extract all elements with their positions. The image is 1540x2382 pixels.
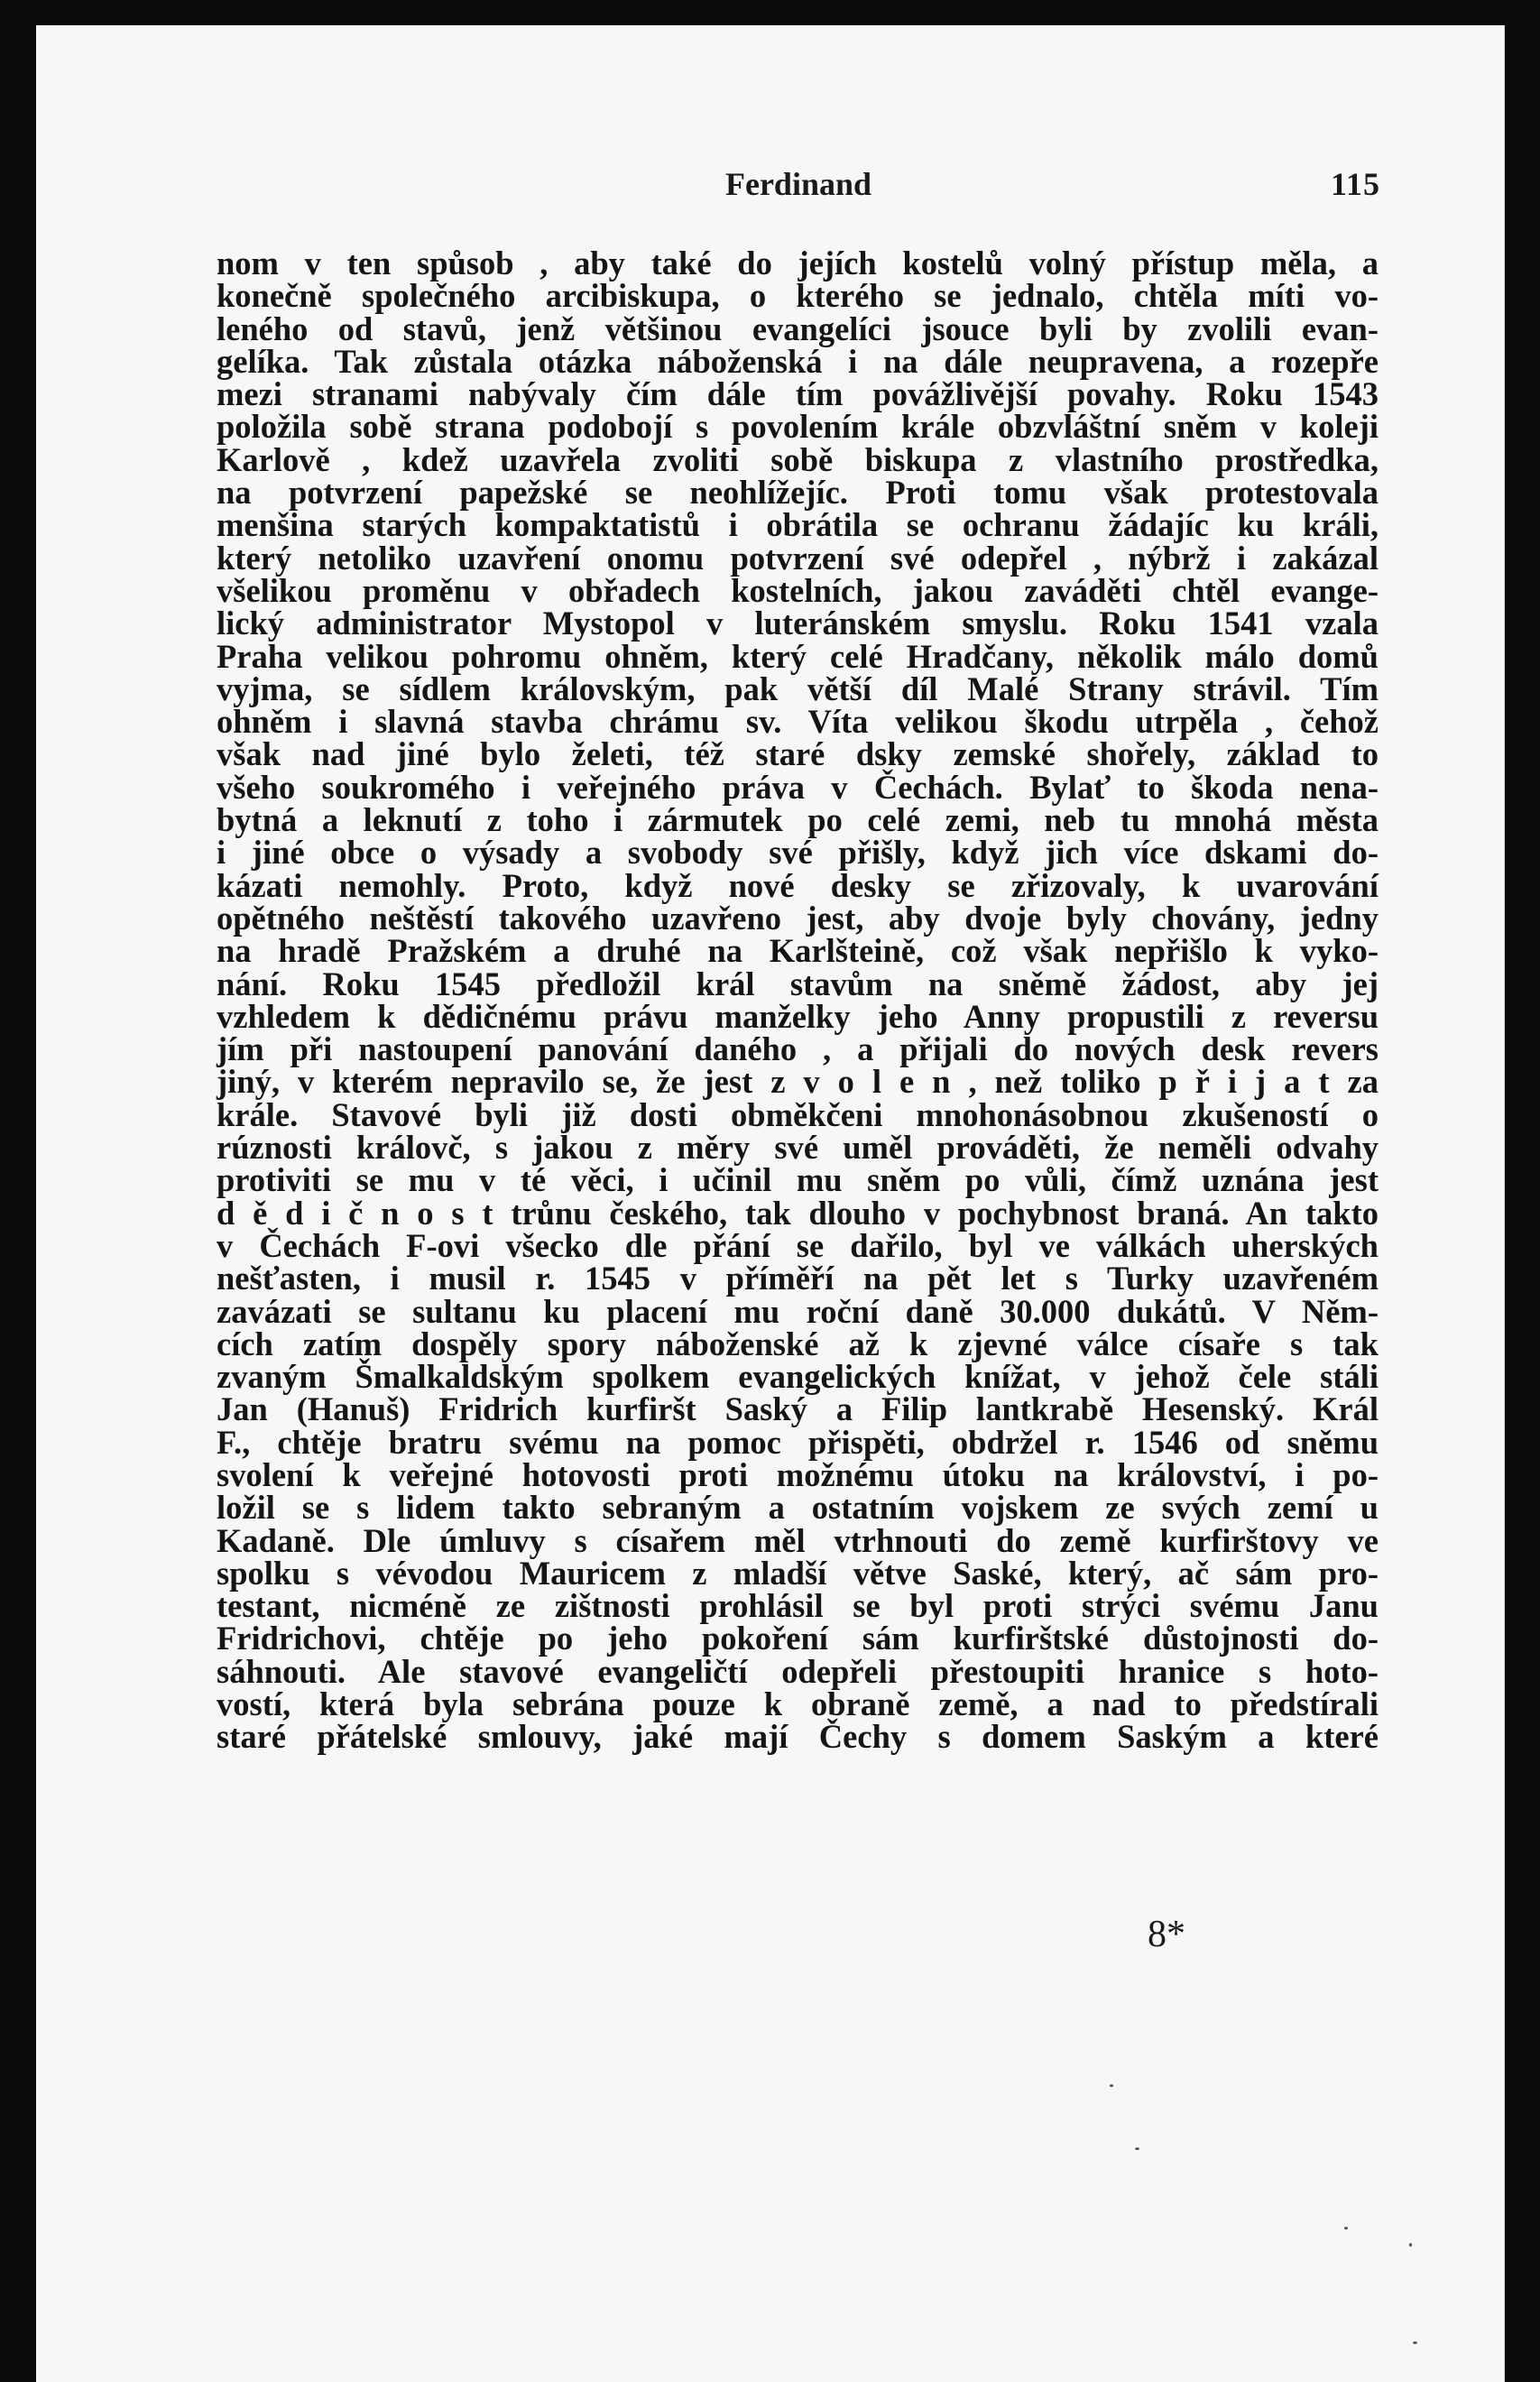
text-line: krále. Stavové byli již dosti obměkčeni mnohonásobnou zkušeností o xyxy=(217,1095,1379,1133)
print-speck xyxy=(1135,2147,1139,2150)
print-speck xyxy=(1409,2243,1412,2247)
page-edge xyxy=(1504,25,1505,2382)
text-line: lický administrator Mystopol v luteránském smyslu. Roku 1541 vzala xyxy=(217,605,1379,642)
text-line: vzhledem k dědičnému právu manželky jeho Anny propustili z reversu xyxy=(217,997,1379,1035)
text-line: všelikou proměnu v obřadech kostelních, jakou zaváděti chtěl evange- xyxy=(217,571,1379,609)
text-line: d ě d i č n o s t trůnu českého, tak dlouho v pochybnost braná. An takto xyxy=(217,1194,1379,1232)
text-line: svolení k veřejné hotovosti proti možnému útoku na království, i po- xyxy=(217,1455,1379,1493)
text-line: mezi stranami nabývaly čím dále tím povážlivější povahy. Roku 1543 xyxy=(217,375,1379,413)
text-line: spolku s vévodou Mauricem z mladší větve Saské, který, ač sám pro- xyxy=(217,1554,1379,1592)
text-line: protiviti se mu v té věci, i učinil mu sněm po vůli, čímž uznána jest xyxy=(217,1161,1379,1199)
text-line: nešťasten, i musil r. 1545 v příměří na pět let s Turky uzavřeném xyxy=(217,1260,1379,1297)
text-line: opětného neštěstí takového uzavřeno jest, aby dvoje byly chovány, jedny xyxy=(217,899,1379,937)
text-line: jím při nastoupení panování daného , a přijali do nových desk revers xyxy=(217,1030,1379,1068)
text-line: zvaným Šmalkaldským spolkem evangelických knížat, v jehož čele stáli xyxy=(217,1358,1379,1396)
signature-mark: 8* xyxy=(1148,1914,1185,1955)
text-line: však nad jiné bylo želeti, též staré dsky zemské shořely, základ to xyxy=(217,735,1379,773)
text-line: ložil se s lidem takto sebraným a ostatním vojskem ze svých zemí u xyxy=(217,1489,1379,1527)
running-title: Ferdinand xyxy=(724,166,872,202)
text-line: nání. Roku 1545 předložil král stavům na sněmě žádost, aby jej xyxy=(217,965,1379,1002)
text-line: kázati nemohly. Proto, když nové desky se zřizovaly, k uvarování xyxy=(217,866,1379,904)
running-head xyxy=(217,165,1380,212)
page-number: 115 xyxy=(1330,166,1380,202)
text-line: rúznosti královč, s jakou z měry své uměl prováděti, že neměli odvahy xyxy=(217,1129,1379,1167)
text-line: menšina starých kompaktatistů i obrátila se ochranu žádajíc ku králi, xyxy=(217,506,1379,544)
text-line: bytná a leknutí z toho i zármutek po celé zemi, neb tu mnohá města xyxy=(217,801,1379,839)
text-line: nom v ten spůsob , aby také do jejích kostelů volný přístup měla, a xyxy=(217,245,1379,282)
text-line: ohněm i slavná stavba chrámu sv. Víta velikou škodu utrpěla , čehož xyxy=(217,703,1379,741)
text-line: Praha velikou pohromu ohněm, který celé Hradčany, několik málo domů xyxy=(217,637,1379,675)
text-line: jiný, v kterém nepravilo se, že jest z v o l e n , než toliko p ř i j a t za xyxy=(217,1063,1379,1101)
text-line: na hradě Pražském a druhé na Karlšteině, což však nepřišlo k vyko- xyxy=(217,932,1379,970)
book-page xyxy=(36,25,1505,2382)
text-line: zavázati se sultanu ku placení mu roční daně 30.000 dukátů. V Něm- xyxy=(217,1292,1379,1330)
text-line: vostí, která byla sebrána pouze k obraně země, a nad to předstírali xyxy=(217,1685,1379,1723)
text-line: na potvrzení papežské se neohlížejíc. Proti tomu však protestovala xyxy=(217,474,1379,512)
text-line: leného od stavů, jenž většinou evangelíci jsouce byli by zvolili evan- xyxy=(217,309,1379,347)
text-line: který netoliko uzavření onomu potvrzení své odepřel , nýbrž i zakázal xyxy=(217,539,1379,577)
text-line: gelíka. Tak zůstala otázka náboženská i na dále neupravena, a rozepře xyxy=(217,342,1379,380)
text-line: vyjma, se sídlem královským, pak větší díl Malé Strany strávil. Tím xyxy=(217,669,1379,707)
print-speck xyxy=(1413,2341,1417,2344)
text-line: položila sobě strana podobojí s povolením krále obzvláštní sněm v koleji xyxy=(217,408,1379,446)
text-line: konečně společného arcibiskupa, o kterého se jednalo, chtěla míti vo- xyxy=(217,277,1379,315)
text-line: Kadaně. Dle úmluvy s císařem měl vtrhnouti do země kurfirštovy ve xyxy=(217,1521,1379,1559)
text-line: v Čechách F-ovi všecko dle přání se dařilo, byl ve válkách uherských xyxy=(217,1226,1379,1264)
text-line: testant, nicméně ze zištnosti prohlásil se byl proti strýci svému Janu xyxy=(217,1587,1379,1625)
print-speck xyxy=(1344,2227,1348,2230)
text-line: staré přátelské smlouvy, jaké mají Čechy s domem Saským a které xyxy=(217,1718,1379,1756)
text-line: všeho soukromého i veřejného práva v Čechách. Bylať to škoda nena- xyxy=(217,768,1379,806)
text-line: F., chtěje bratru svému na pomoc přispěti, obdržel r. 1546 od sněmu xyxy=(217,1423,1379,1461)
text-line: i jiné obce o výsady a svobody své přišly, když jich více dskami do- xyxy=(217,834,1379,872)
text-line: sáhnouti. Ale stavové evangeličtí odepřeli přestoupiti hranice s hoto- xyxy=(217,1652,1379,1690)
text-line: Fridrichovi, chtěje po jeho pokoření sám kurfirštské důstojnosti do- xyxy=(217,1620,1379,1657)
body-text xyxy=(217,247,1379,1754)
text-line: Jan (Hanuš) Fridrich kurfiršt Saský a Filip lantkrabě Hesenský. Král xyxy=(217,1390,1379,1428)
print-speck xyxy=(1110,2084,1113,2087)
text-line: cích zatím dospěly spory náboženské až k zjevné válce císaře s tak xyxy=(217,1325,1379,1362)
text-line: Karlově , kdež uzavřela zvoliti sobě biskupa z vlastního prostředka, xyxy=(217,440,1379,478)
